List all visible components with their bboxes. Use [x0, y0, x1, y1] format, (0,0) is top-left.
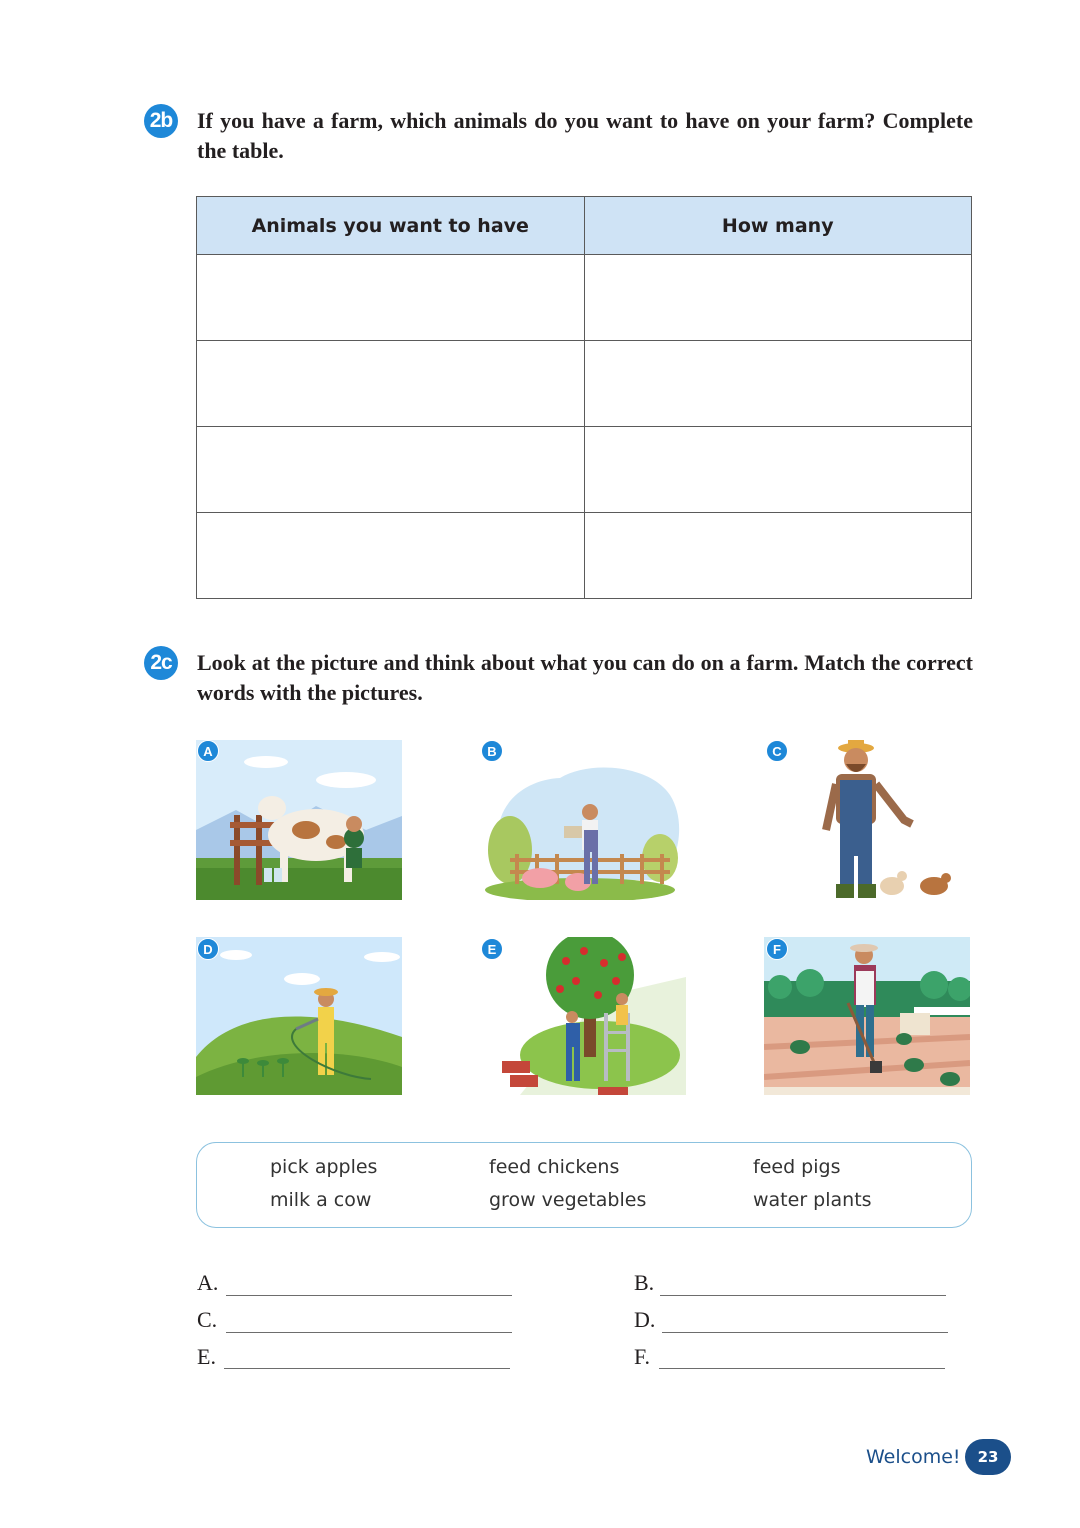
answer-label-f: F.: [634, 1344, 650, 1369]
answer-label-b: B.: [634, 1270, 655, 1295]
answer-label-a: A.: [197, 1270, 219, 1295]
grow-vegetables-illustration: [764, 937, 970, 1097]
picture-letter-a: A: [197, 740, 219, 762]
pick-apples-illustration: [480, 937, 686, 1097]
answer-label-e: E.: [197, 1344, 216, 1369]
answer-line-b[interactable]: [660, 1295, 946, 1296]
table-row: [197, 341, 972, 427]
table-cell-count[interactable]: [584, 513, 972, 599]
answer-line-c[interactable]: [226, 1332, 512, 1333]
word-option: grow vegetables: [489, 1189, 647, 1211]
answer-line-e[interactable]: [224, 1368, 510, 1369]
word-option: water plants: [753, 1189, 872, 1211]
picture-letter-e: E: [481, 938, 503, 960]
table-row: [197, 513, 972, 599]
feed-chickens-illustration: [764, 740, 970, 900]
answer-line-d[interactable]: [662, 1332, 948, 1333]
exercise-2c-instruction: Look at the picture and think about what you can do on a farm. Match the correct words with the pictures.: [197, 650, 973, 705]
footer-section-title: Welcome!: [866, 1446, 961, 1468]
table-row: [197, 427, 972, 513]
word-option: milk a cow: [270, 1189, 372, 1211]
word-option: feed chickens: [489, 1156, 620, 1178]
water-plants-illustration: [196, 937, 402, 1097]
table-cell-animal[interactable]: [197, 513, 585, 599]
picture-letter-d: D: [197, 938, 219, 960]
answer-label-d: D.: [634, 1307, 656, 1332]
answer-line-a[interactable]: [226, 1295, 512, 1296]
table-cell-count[interactable]: [584, 427, 972, 513]
table-cell-count[interactable]: [584, 255, 972, 341]
word-option: feed pigs: [753, 1156, 841, 1178]
answer-line-f[interactable]: [659, 1368, 945, 1369]
animals-table: [196, 196, 972, 599]
word-box: [196, 1142, 972, 1228]
table-row: [197, 255, 972, 341]
milk-cow-illustration: [196, 740, 402, 900]
page-number: 23: [965, 1439, 1011, 1475]
table-header-how-many: How many: [584, 197, 972, 255]
table-cell-animal[interactable]: [197, 255, 585, 341]
picture-letter-f: F: [766, 938, 788, 960]
answer-label-c: C.: [197, 1307, 218, 1332]
feed-pigs-illustration: [480, 740, 686, 900]
exercise-badge-2b: 2b: [144, 104, 178, 138]
picture-letter-c: C: [766, 740, 788, 762]
picture-letter-b: B: [481, 740, 503, 762]
exercise-2b-instruction: If you have a farm, which animals do you want to have on your farm? Complete the table.: [197, 108, 973, 163]
table-cell-animal[interactable]: [197, 427, 585, 513]
table-cell-animal[interactable]: [197, 341, 585, 427]
word-option: pick apples: [270, 1156, 378, 1178]
exercise-badge-2c: 2c: [144, 646, 178, 680]
table-cell-count[interactable]: [584, 341, 972, 427]
table-header-animals: Animals you want to have: [197, 197, 585, 255]
